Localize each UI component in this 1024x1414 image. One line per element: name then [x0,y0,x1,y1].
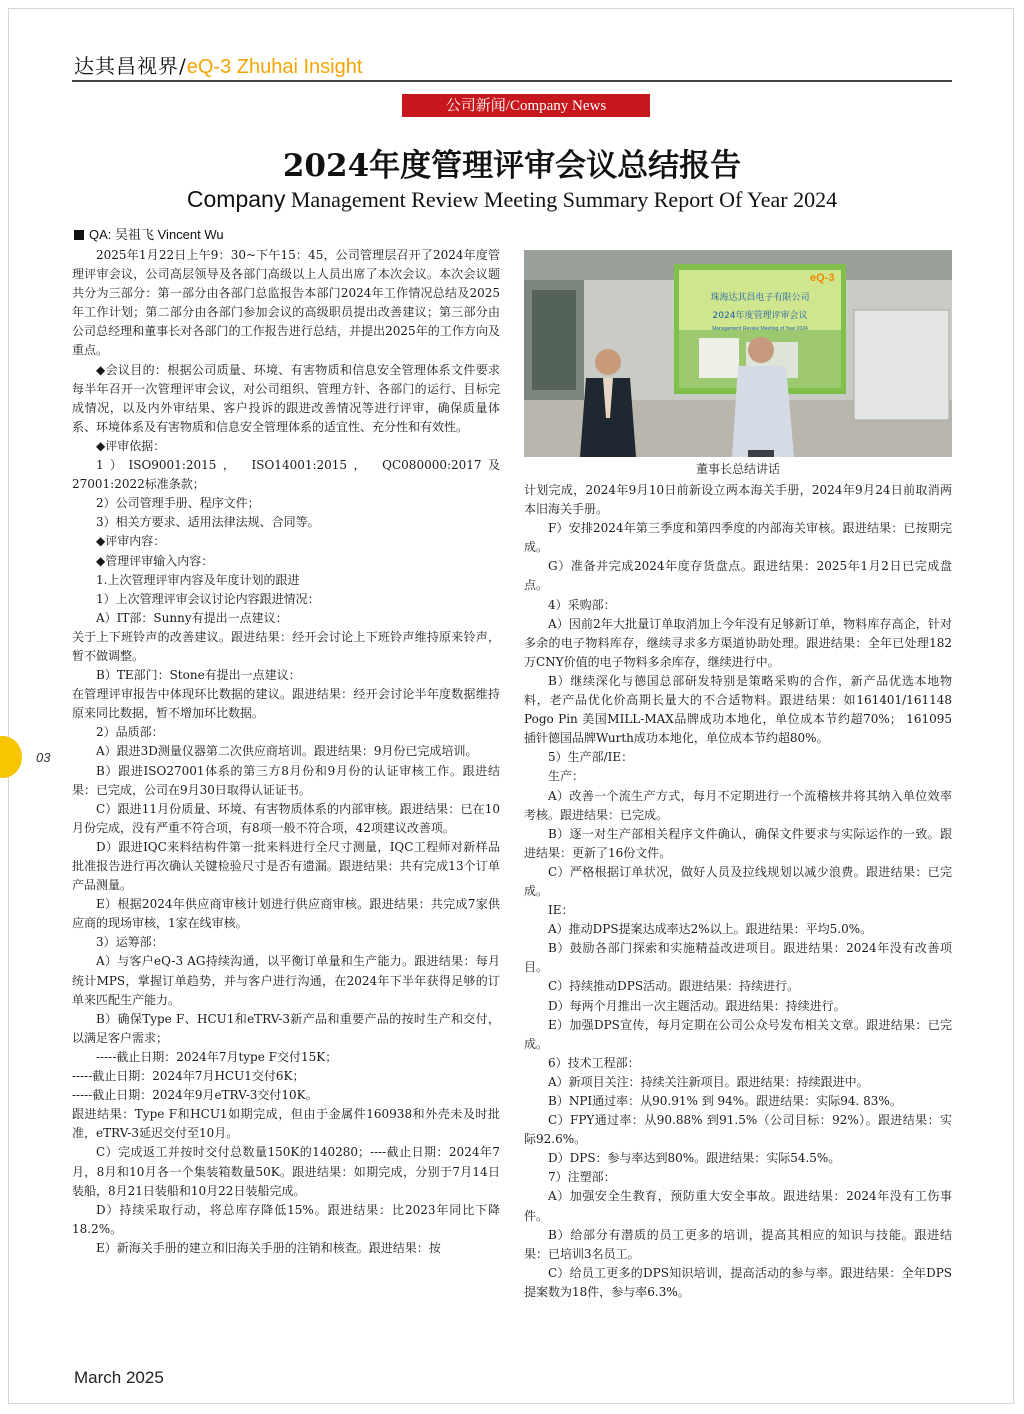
paragraph: 1）上次管理评审会议讨论内容跟进情况： [96,591,320,606]
paragraph: A）新项目关注：持续关注新项目。跟进结果：持续跟进中。 [548,1074,869,1089]
paragraph: 1）ISO9001:2015， ISO14001:2015， QC080000:2017及27001:2022标准条款； [72,458,500,492]
paragraph: 6）技术工程部： [548,1055,640,1070]
paragraph: E）根据2024年供应商审核计划进行供应商审核。跟进结果：共完成7家供应商的现场审核，1家在线审核。 [72,897,500,931]
paragraph: 计划完成，2024年9月10日前新设立两本海关手册，2024年9月24日前取消两本旧海关手册。 [524,483,952,517]
photo-caption: 董事长总结讲话 [695,462,780,476]
paragraph: C）FPY通过率：从90.88% 到91.5%（公司目标：92%）。跟进结果：实际92.6%。 [524,1113,952,1147]
meeting-photo-illustration [524,250,952,457]
paragraph: 3）相关方要求、适用法律法规、合同等。 [96,515,320,530]
paragraph: C）跟进11月份质量、环境、有害物质体系的内部审核。跟进结果：已在10月份完成，没有严重不符合项，有8项一般不符合项，42项建议改善项。 [72,801,500,835]
left-column [72,246,500,1258]
paragraph: A）因前2年大批量订单取消加上今年没有足够新订单，物料库存高企，针对多余的电子物料库存，继续寻求多方渠道协助处理。跟进结果：全年已处理182万CNY价值的电子物料多余库存，继续进行中。 [524,616,952,669]
paragraph: ◆评审依据： [96,438,166,453]
paragraph: B）鼓励各部门探索和实施精益改进项目。跟进结果：2024年没有改善项目。 [524,941,952,975]
photo-meeting-en: Management Review Meeting of Year 2024 [712,326,808,332]
paragraph: 在管理评审报告中体现环比数据的建议。跟进结果：经开会讨论半年度数据维持原来同比数据，暂不增加环比数据。 [72,687,500,721]
paragraph: A）加强安全生教育，预防重大安全事故。跟进结果：2024年没有工伤事件。 [524,1189,952,1223]
paragraph: B）继续深化与德国总部研发特别是策略采购的合作，新产品优选本地物料，老产品优化价高期长量大的不合适物料。跟进结果：如161401/161148 Pogo Pin 美国MILL-MAX品牌成功本地化，单位成本节约超70%； 161095 插针德国品牌Wurth成功本地化，单位成本节约超80%。 [524,673,952,746]
paragraph: 1.上次管理评审内容及年度计划的跟进 [96,572,300,587]
paragraph: 4）采购部： [548,597,616,612]
photo-logo: eQ-3 [810,272,835,284]
paragraph: 2）公司管理手册、程序文件； [96,496,260,511]
bullet-square-icon [74,230,84,240]
magazine-header [74,50,362,79]
paragraph: -----截止日期：2024年7月HCU1交付6K； [72,1069,305,1084]
paragraph: IE： [548,903,574,918]
paragraph: B）跟进ISO27001体系的第三方8月份和9月份的认证审核工作。跟进结果：已完成，公司在9月30日取得认证证书。 [72,763,500,797]
paragraph: B）逐一对生产部相关程序文件确认，确保文件要求与实际运作的一致。跟进结果：更新了16份文件。 [524,826,952,860]
paragraph: 7）注塑部： [548,1170,616,1185]
article-subtitle [0,186,1024,213]
author-text: QA: 吴祖飞 Vincent Wu [89,227,224,242]
paragraph: E）加强DPS宣传，每月定期在公司公众号发布相关文章。跟进结果：已完成。 [524,1017,952,1051]
paragraph: 5）生产部/IE： [548,750,634,765]
paragraph: ◆评审内容： [96,534,166,549]
paragraph: C）完成返工并按时交付总数量150K的140280；----截止日期：2024年7月，8月和10月各一个集装箱数量50K。跟进结果：如期完成，分别于7月14日装船，8月21日装船和10月22日装船完成。 [72,1145,500,1198]
paragraph: 生产： [548,769,585,784]
paragraph: -----截止日期：2024年9月eTRV-3交付10K。 [72,1088,318,1103]
meeting-photo [524,250,952,457]
paragraph: A）跟进3D测量仪器第二次供应商培训。跟进结果：9月份已完成培训。 [96,744,478,759]
section-tag [402,94,650,117]
author-line [74,224,224,243]
paragraph: 关于上下班铃声的改善建议。跟进结果：经开会讨论上下班铃声维持原来铃声，暂不做调整。 [72,629,500,663]
right-column [524,481,952,1302]
paragraph: D）跟进IQC来料结构件第一批来料进行全尺寸测量，IQC工程师对新样品批准报告进行再次确认关键检验尺寸是否有遗漏。跟进结果：共有完成13个订单产品测量。 [72,839,500,893]
photo-meeting-title: 2024年度管理评审会议 [712,311,808,321]
footer-date: March 2025 [74,1368,164,1387]
paragraph: D）每两个月推出一次主题活动。跟进结果：持续进行。 [548,998,846,1013]
paragraph: E）新海关手册的建立和旧海关手册的注销和核查。跟进结果：按 [96,1240,441,1255]
paragraph: 2）品质部： [96,725,164,740]
paragraph: C）给员工更多的DPS知识培训，提高活动的参与率。跟进结果：全年DPS提案数为18件，参与率6.3%。 [524,1265,952,1299]
paragraph: A）与客户eQ-3 AG持续沟通，以平衡订单量和生产能力。跟进结果：每月统计MPS，掌握订单趋势，并与客户进行沟通，在2024年下半年获得足够的订单来匹配生产能力。 [72,954,500,1007]
paragraph: A）IT部：Sunny有提出一点建议： [96,610,288,625]
paragraph: A）推动DPS提案达成率达2%以上。跟进结果：平均5.0%。 [548,922,873,937]
paragraph: D）DPS：参与率达到80%。跟进结果：实际54.5%。 [548,1151,841,1166]
paragraph: C）持续推动DPS活动。跟进结果：持续进行。 [548,979,800,994]
paragraph: ◆管理评审输入内容： [96,553,214,568]
page-number: 03 [36,750,51,765]
paragraph: 3）运筹部： [96,935,164,950]
header-rule [72,80,952,82]
brand-en: eQ-3 Zhuhai Insight [186,56,363,78]
brand-cn: 达其昌视界/ [74,54,187,78]
subtitle-lead: Company [186,186,286,212]
section-en: /Company News [505,98,607,114]
section-cn: 公司新闻 [445,96,506,114]
subtitle-rest: Management Review Meeting Summary Report Of Year 2024 [285,187,838,212]
paragraph: B）确保Type F、HCU1和eTRV-3新产品和重要产品的按时生产和交付，以满足客户需求； [72,1011,500,1045]
paragraph: 2025年1月22日上午9：30~下午15：45，公司管理层召开了2024年度管理评审会议，公司高层领导及各部门高级以上人员出席了本次会议。本次会议题共分为三部分：第一部分由各部门总监报告本部门2024年工作情况总结及2025年工作计划；第二部分由各部门参加会议的高级职员提出改善建议；第三部分由公司总经理和董事长对各部门的工作报告进行总结，并提出2025年的工作方向及重点。 [72,248,500,358]
paragraph: ◆会议目的：根据公司质量、环境、有害物质和信息安全管理体系文件要求每半年召开一次管理评审会议，对公司组织、管理方针、各部门的运行、目标完成情况，以及内外审结果、客户投诉的跟进改善情况等进行评审，确保质量体系、环境体系及有害物质和信息安全管理体系的适宜性、充分性和有效性。 [72,362,500,434]
paragraph: G）准备并完成2024年度存货盘点。跟进结果：2025年1月2日已完成盘点。 [524,559,952,593]
paragraph: B）给部分有潜质的员工更多的培训，提高其相应的知识与技能。跟进结果：已培训3名员工。 [524,1227,952,1261]
paragraph: B）NPI通过率：从90.91% 到 94%。跟进结果：实际94. 83%。 [548,1094,902,1108]
article-title: 2024年度管理评审会议总结报告 [282,148,742,184]
paragraph: C）严格根据订单状况，做好人员及拉线规划以减少浪费。跟进结果：已完成。 [524,864,952,898]
paragraph: 跟进结果：Type F和HCU1如期完成，但由于金属件160938和外壳未及时批准，eTRV-3延迟交付至10月。 [72,1107,500,1141]
paragraph: -----截止日期：2024年7月type F交付15K； [96,1049,338,1064]
photo-company-name: 珠海达其昌电子有限公司 [710,293,810,303]
paragraph: F）安排2024年第三季度和第四季度的内部海关审核。跟进结果：已按期完成。 [524,521,952,555]
paragraph: D）持续采取行动，将总库存降低15%。跟进结果：比2023年同比下降18.2%。 [72,1202,500,1236]
paragraph: B）TE部门：Stone有提出一点建议： [96,668,301,683]
paragraph: A）改善一个流生产方式，每月不定期进行一个流稽核并将其纳入单位效率考核。跟进结果：已完成。 [524,788,952,822]
